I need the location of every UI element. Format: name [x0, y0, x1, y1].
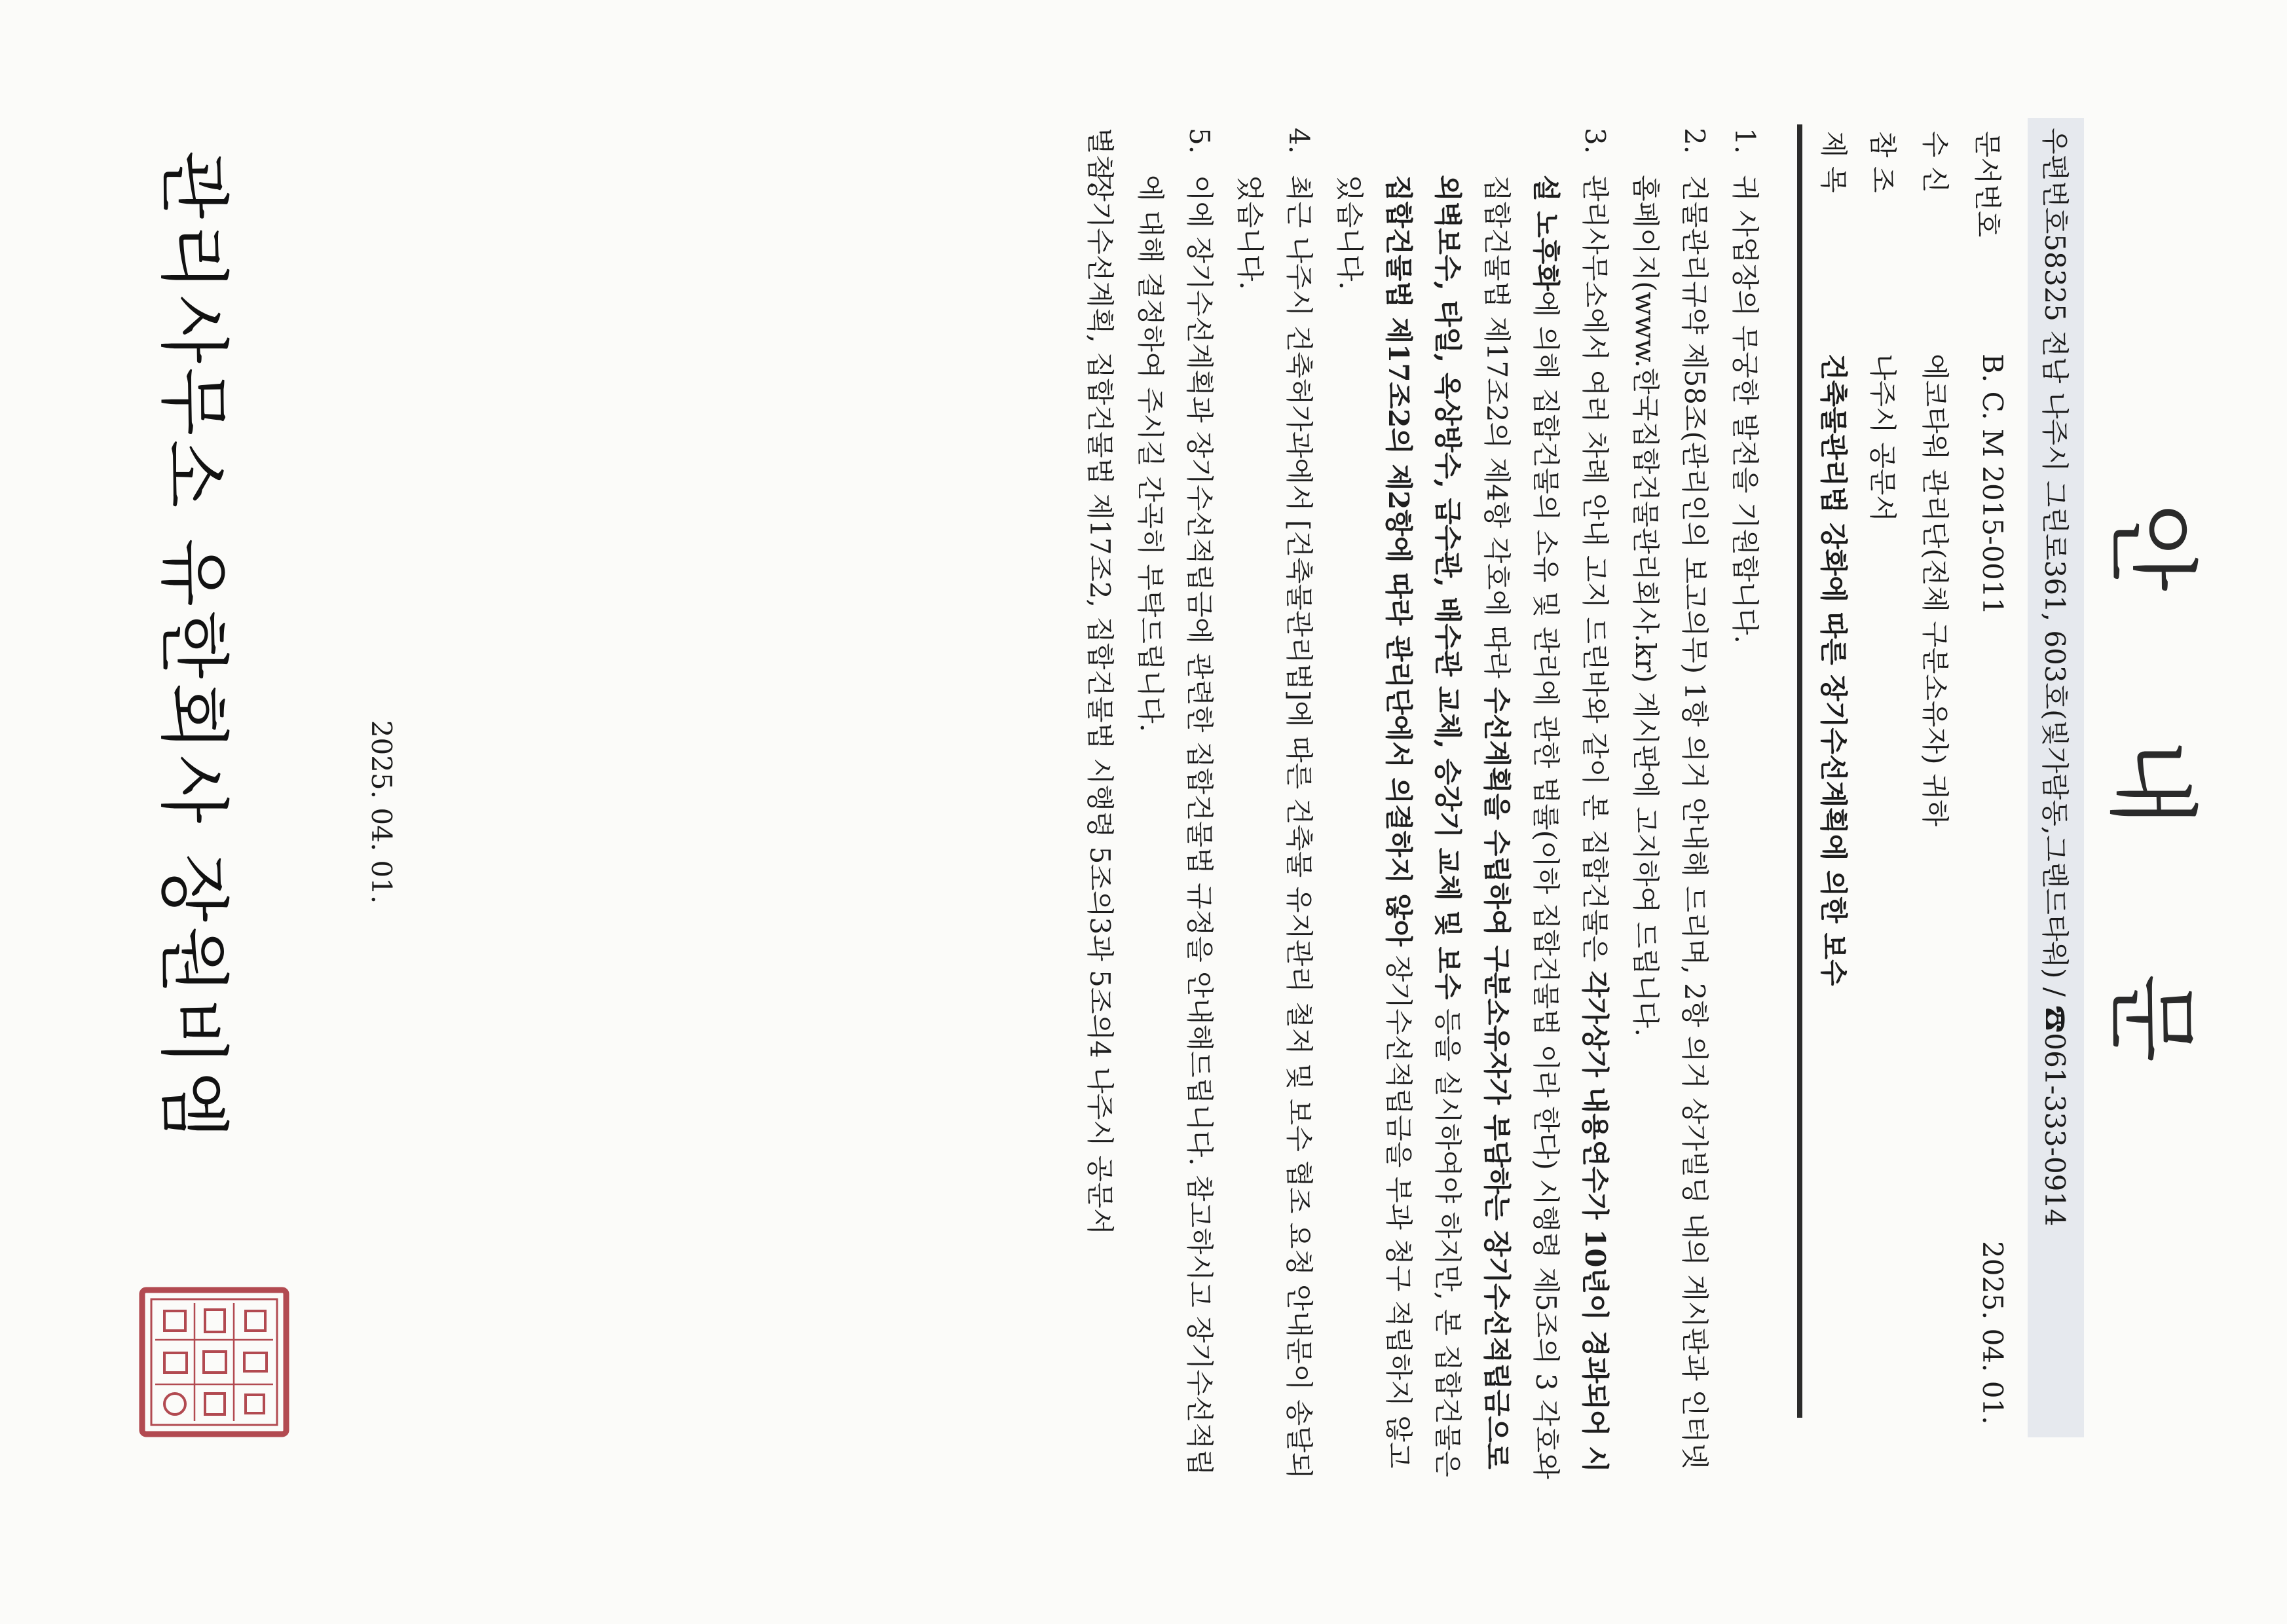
- notice-item-text: [1621, 175, 1719, 1483]
- notice-item: [1325, 128, 1620, 1483]
- notice-item-number: 2.: [1679, 128, 1711, 155]
- doc-date: 2025. 04. 01.: [1977, 1241, 2009, 1425]
- notice-item-text: [1225, 175, 1324, 1483]
- notice-item: [1621, 128, 1719, 1483]
- notice-item-number: 4.: [1283, 128, 1315, 155]
- emphasized-text: 집합건물법 제17조2의 제2항에 따라 관리단에서 의결하지 않아: [1383, 175, 1415, 947]
- body-text: 등을 실시하여야 하지만, 본 집합건물은: [1432, 999, 1464, 1477]
- body-text: 에 의해 집합건물의 소유 및 관리에 관한 법률(이하 집합건물법 이라 한다) 시행령 제5조의 3 각호와 집합건물법 제17조2의 제4항 각호에 따라: [1481, 175, 1562, 1479]
- attachment-note: [1075, 128, 1125, 1483]
- recipient-label: 수 신: [1919, 131, 1951, 193]
- reference-value: 나주시 공문서: [1867, 354, 1899, 522]
- body-text: 최근 나주시 건축허가과에서 [건축물관리법]에 따른 건축물 유지관리 철저 및 보수 협조 요청 안내문이 송달되었습니다.: [1234, 175, 1315, 1479]
- notice-item-text: [1126, 175, 1224, 1483]
- notice-item-number: 5.: [1183, 128, 1216, 155]
- body-text: 귀 사업장의 무궁한 발전을 기원합니다.: [1729, 175, 1761, 644]
- notice-item-number: 1.: [1729, 128, 1761, 155]
- reference-label: 참 조: [1867, 131, 1899, 193]
- attachment-label: 별첨.: [1084, 128, 1116, 190]
- body-text: 이에 장기수선계획과 장기수선적립금에 관련한 집합건물법 규정을 안내해드립니다. 참고하시고 장기수선적립에 대해 결정하여 주시길 간곡히 부탁드립니다.: [1134, 175, 1216, 1476]
- company-seal-stamp: [136, 1283, 293, 1441]
- document-title: 안 내 문: [2098, 502, 2204, 1122]
- body-text: 관리사무소에서 여러 차례 안내 고지 드린바와 같이 본 집합건물은: [1579, 175, 1611, 971]
- body-text: 장기수선적립금을 부과 청구 적립하지 않고 있습니다.: [1333, 175, 1415, 1469]
- doc-number-value: B. C. M 2015-0011: [1977, 354, 2009, 616]
- issue-date: 2025. 04. 01.: [365, 720, 398, 904]
- notice-item: [1720, 128, 1770, 1483]
- subject-value: 건축물관리법 강화에 따른 장기수선계획에 의한 보수: [1817, 354, 1850, 986]
- notice-item: [1225, 128, 1324, 1483]
- body-text: 건물관리규약 제58조(관리인의 보고의무) 1항 의거 안내해 드리며, 2항 의거 상가빌딩 내의 게시판과 인터넷 홈페이지(www.한국집합건물관리회사.kr) 게시판에 고지하여 드립니다.: [1629, 175, 1711, 1469]
- doc-number-label: 문서번호: [1971, 131, 2003, 238]
- header-divider: [1797, 124, 1802, 1418]
- attachment-text: 장기수선계획, 집합건물법 제17조2, 집합건물법 시행령 5조의3과 5조의4 나주시 공문서: [1084, 175, 1116, 1235]
- emphasized-text: 수선계획을 수립하여 구분소유자가 부담하는 장기수선적립금으로 외벽보수, 타일, 옥상방수, 급수관, 배수관 교체, 승강기 교체 및 보수: [1432, 175, 1513, 1469]
- notice-item-text: [1720, 175, 1770, 1483]
- notice-item-text: [1325, 175, 1620, 1483]
- sender-address-line: 우편번호58325 전남 나주시 그린로361, 603호(빛가람동,그랜드타워) / ☎061-333-0914: [2039, 128, 2071, 1227]
- subject-label: 제 목: [1817, 131, 1850, 193]
- issuer-signature: 관리사무소 유한회사 장원비엠: [152, 151, 234, 1143]
- emphasized-text: 각가상가 내용연수가 10년이 경과되어 시설 노후화: [1530, 175, 1611, 1473]
- notice-item-number: 3.: [1579, 128, 1611, 155]
- notice-item: [1126, 128, 1224, 1483]
- recipient-value: 에코타워 관리단(전체 구분소유자) 귀하: [1919, 354, 1951, 826]
- notice-body: [1075, 128, 1770, 1483]
